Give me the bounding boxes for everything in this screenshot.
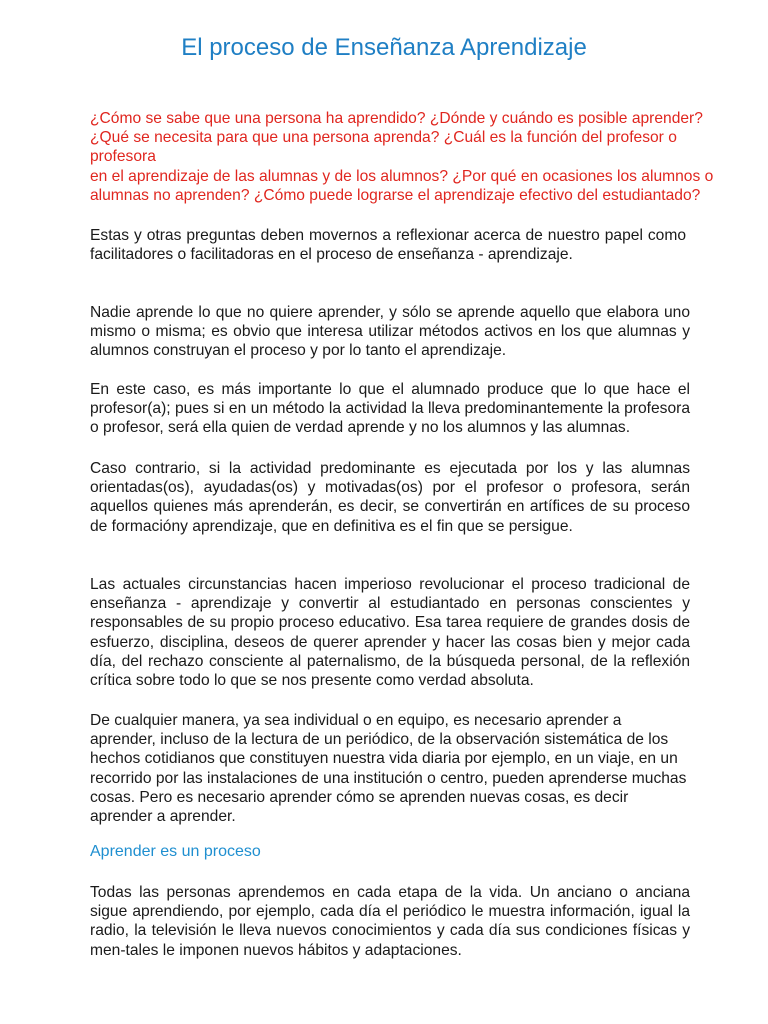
section-heading: Aprender es un proceso	[90, 843, 261, 860]
questions-block	[90, 109, 714, 205]
paragraph-6: De cualquier manera, ya sea individual o en equipo, es necesario aprender a aprender, incluso de la lectura de un periódico, de la observación sistemática de los hechos cotidianos que constituyen nuestra vida diaria por ejemplo, en un viaje, en un recorrido por las instalaciones de una institución o centro, pueden aprenderse muchas cosas. Pero es necesario aprender cómo se aprenden nuevas cosas, es decir aprender a aprender.	[90, 712, 687, 826]
paragraph-3: En este caso, es más importante lo que el alumnado produce que lo que hace el profesor(a); pues si en un método la actividad la lleva predominantemente la profesora o profesor, será ella quien de verdad aprende y no los alumnos y las alumnas.	[90, 381, 690, 437]
paragraph-5: Las actuales circunstancias hacen imperioso revolucionar el proceso tradicional de enseñanza - aprendizaje y convertir al estudiantado en personas conscientes y responsables de su propio proceso educativo. Esa tarea requiere de grandes dosis de esfuerzo, disciplina, deseos de querer aprender y hacer las cosas bien y mejor cada día, del rechazo consciente al paternalismo, de la búsqueda personal, de la reflexión crítica sobre todo lo que se nos presente como verdad absoluta.	[90, 576, 690, 690]
question-line: profesora	[90, 148, 156, 166]
paragraph-7: Todas las personas aprendemos en cada etapa de la vida. Un anciano o anciana sigue aprendiendo, por ejemplo, cada día el periódico le muestra información, igual la radio, la televisión le lleva nuevos conocimientos y cada día sus condiciones físicas y men-tales le imponen nuevos hábitos y adaptaciones.	[90, 884, 690, 959]
paragraph-1: Estas y otras preguntas deben movernos a reflexionar acerca de nuestro papel como facilitadores o facilitadoras en el proceso de enseñanza - aprendizaje.	[90, 227, 686, 264]
page-title: El proceso de Enseñanza Aprendizaje	[181, 34, 587, 61]
paragraph-4: Caso contrario, si la actividad predominante es ejecutada por los y las alumnas orientadas(os), ayudadas(os) y motivadas(os) por el profesor o profesora, serán aquellos quienes más aprenderán, es decir, se convertirán en artífices de su proceso de formacióny aprendizaje, que en definitiva es el fin que se persigue.	[90, 460, 690, 535]
paragraph-2: Nadie aprende lo que no quiere aprender, y sólo se aprende aquello que elabora uno mismo o misma; es obvio que interesa utilizar métodos activos en los que alumnas y alumnos construyan el proceso y por lo tanto el aprendizaje.	[90, 304, 690, 360]
question-line: alumnas no aprenden? ¿Cómo puede lograrse el aprendizaje efectivo del estudiantado?	[90, 186, 701, 204]
question-line: ¿Qué se necesita para que una persona aprenda? ¿Cuál es la función del profesor o	[90, 129, 677, 147]
question-line: en el aprendizaje de las alumnas y de los alumnos? ¿Por qué en ocasiones los alumnos o	[90, 167, 714, 185]
question-line: ¿Cómo se sabe que una persona ha aprendido? ¿Dónde y cuándo es posible aprender?	[90, 110, 703, 127]
